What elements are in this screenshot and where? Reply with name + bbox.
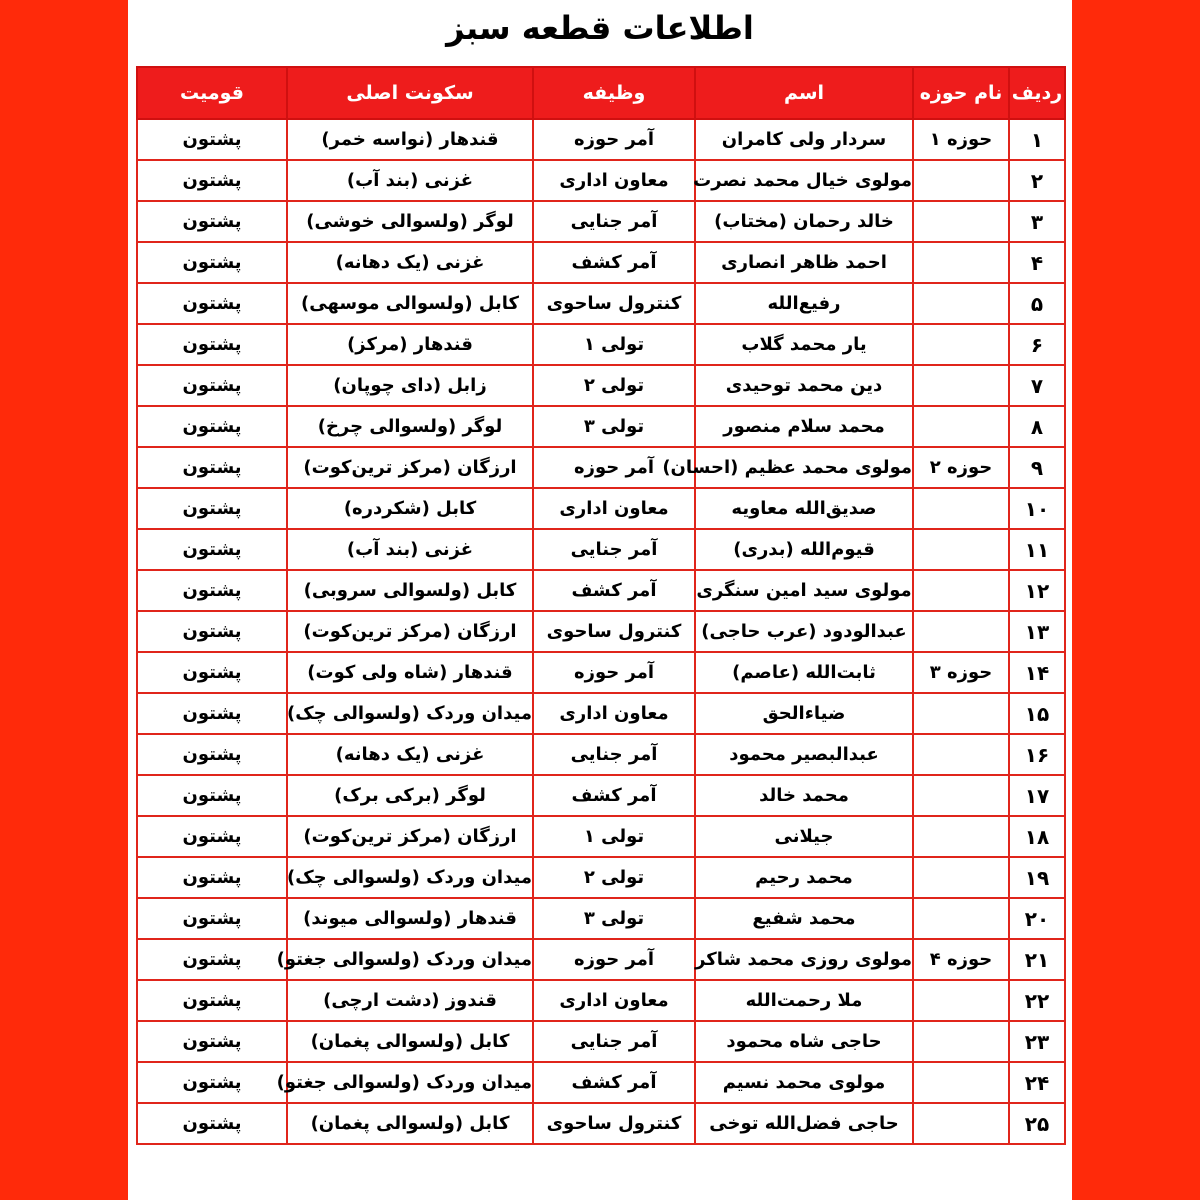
cell-role: آمر کشف [533, 570, 695, 611]
cell-residence: میدان وردک (ولسوالی چک) [287, 857, 533, 898]
cell-residence: کابل (ولسوالی سروبی) [287, 570, 533, 611]
cell-role: آمر جنایی [533, 201, 695, 242]
personnel-table [136, 66, 1066, 1145]
cell-name: حاجی شاه محمود [695, 1021, 913, 1062]
cell-residence: زابل (دای چوپان) [287, 365, 533, 406]
cell-residence: غزنی (بند آب) [287, 160, 533, 201]
table-row [137, 447, 1065, 488]
cell-role: آمر حوزه [533, 447, 695, 488]
cell-radif: ۱ [1009, 119, 1065, 160]
cell-role: آمر کشف [533, 1062, 695, 1103]
table-row [137, 324, 1065, 365]
table-row [137, 1103, 1065, 1144]
cell-hoze [913, 570, 1009, 611]
cell-hoze [913, 775, 1009, 816]
cell-name: دین محمد توحیدی [695, 365, 913, 406]
cell-radif: ۱۸ [1009, 816, 1065, 857]
cell-hoze [913, 898, 1009, 939]
cell-role: آمر حوزه [533, 652, 695, 693]
cell-residence: قندهار (نواسه خمر) [287, 119, 533, 160]
cell-residence: ارزگان (مرکز ترین‌کوت) [287, 816, 533, 857]
cell-ethnicity: پشتون [137, 1021, 287, 1062]
cell-hoze [913, 324, 1009, 365]
table-row [137, 1062, 1065, 1103]
cell-role: آمر حوزه [533, 119, 695, 160]
cell-hoze [913, 1062, 1009, 1103]
cell-radif: ۲۱ [1009, 939, 1065, 980]
table-row [137, 160, 1065, 201]
cell-name: احمد ظاهر انصاری [695, 242, 913, 283]
cell-role: آمر جنایی [533, 529, 695, 570]
table-row [137, 939, 1065, 980]
cell-hoze [913, 283, 1009, 324]
cell-ethnicity: پشتون [137, 857, 287, 898]
cell-role: تولی ۱ [533, 816, 695, 857]
cell-ethnicity: پشتون [137, 283, 287, 324]
cell-role: معاون اداری [533, 693, 695, 734]
cell-radif: ۲ [1009, 160, 1065, 201]
cell-role: کنترول ساحوی [533, 283, 695, 324]
cell-name: محمد سلام منصور [695, 406, 913, 447]
header-hoze: نام حوزه [913, 67, 1009, 119]
cell-radif: ۱۳ [1009, 611, 1065, 652]
cell-name: عبدالودود (عرب حاجی) [695, 611, 913, 652]
cell-role: تولی ۳ [533, 898, 695, 939]
cell-radif: ۱۶ [1009, 734, 1065, 775]
cell-residence: ارزگان (مرکز ترین‌کوت) [287, 447, 533, 488]
header-residence: سکونت اصلی [287, 67, 533, 119]
cell-radif: ۶ [1009, 324, 1065, 365]
cell-ethnicity: پشتون [137, 898, 287, 939]
cell-ethnicity: پشتون [137, 693, 287, 734]
cell-role: آمر جنایی [533, 734, 695, 775]
cell-radif: ۱۷ [1009, 775, 1065, 816]
header-name: اسم [695, 67, 913, 119]
cell-radif: ۱۹ [1009, 857, 1065, 898]
cell-hoze [913, 693, 1009, 734]
cell-name: رفیع‌الله [695, 283, 913, 324]
cell-name: ملا رحمت‌الله [695, 980, 913, 1021]
cell-hoze [913, 611, 1009, 652]
cell-name: مولوی روزی محمد شاکر [695, 939, 913, 980]
table-row [137, 734, 1065, 775]
cell-radif: ۴ [1009, 242, 1065, 283]
cell-name: سردار ولی کامران [695, 119, 913, 160]
cell-ethnicity: پشتون [137, 775, 287, 816]
cell-role: تولی ۲ [533, 365, 695, 406]
cell-name: محمد خالد [695, 775, 913, 816]
cell-ethnicity: پشتون [137, 570, 287, 611]
cell-name: مولوی سید امین سنگری [695, 570, 913, 611]
cell-role: تولی ۲ [533, 857, 695, 898]
cell-radif: ۲۳ [1009, 1021, 1065, 1062]
cell-residence: قندهار (مرکز) [287, 324, 533, 365]
cell-role: تولی ۱ [533, 324, 695, 365]
cell-residence: کابل (ولسوالی پغمان) [287, 1021, 533, 1062]
table-row [137, 242, 1065, 283]
cell-name: قیوم‌الله (بدری) [695, 529, 913, 570]
table-row [137, 816, 1065, 857]
cell-role: آمر کشف [533, 242, 695, 283]
cell-radif: ۷ [1009, 365, 1065, 406]
cell-residence: غزنی (بند آب) [287, 529, 533, 570]
table-row [137, 652, 1065, 693]
cell-ethnicity: پشتون [137, 406, 287, 447]
cell-residence: میدان وردک (ولسوالی جغتو) [287, 1062, 533, 1103]
cell-hoze: حوزه ۲ [913, 447, 1009, 488]
cell-ethnicity: پشتون [137, 1062, 287, 1103]
cell-hoze [913, 242, 1009, 283]
table-row [137, 488, 1065, 529]
table-row [137, 406, 1065, 447]
table-row [137, 201, 1065, 242]
cell-hoze [913, 201, 1009, 242]
table-row [137, 365, 1065, 406]
cell-hoze [913, 1021, 1009, 1062]
cell-residence: کابل (ولسوالی موسهی) [287, 283, 533, 324]
cell-radif: ۱۲ [1009, 570, 1065, 611]
cell-hoze: حوزه ۱ [913, 119, 1009, 160]
cell-radif: ۱۱ [1009, 529, 1065, 570]
table-row [137, 570, 1065, 611]
header-role: وظیفه [533, 67, 695, 119]
document-sheet [128, 0, 1072, 1200]
cell-name: مولوی محمد عظیم (احسان) [695, 447, 913, 488]
page-title: اطلاعات قطعه سبز [446, 9, 754, 47]
table-row [137, 119, 1065, 160]
header-radif: ردیف [1009, 67, 1065, 119]
cell-residence: لوگر (برکی برک) [287, 775, 533, 816]
cell-role: کنترول ساحوی [533, 1103, 695, 1144]
cell-residence: قندوز (دشت ارچی) [287, 980, 533, 1021]
cell-role: آمر جنایی [533, 1021, 695, 1062]
cell-role: آمر حوزه [533, 939, 695, 980]
cell-hoze: حوزه ۴ [913, 939, 1009, 980]
cell-ethnicity: پشتون [137, 365, 287, 406]
cell-ethnicity: پشتون [137, 242, 287, 283]
cell-radif: ۲۴ [1009, 1062, 1065, 1103]
cell-role: آمر کشف [533, 775, 695, 816]
cell-name: مولوی محمد نسیم [695, 1062, 913, 1103]
cell-ethnicity: پشتون [137, 734, 287, 775]
cell-radif: ۲۵ [1009, 1103, 1065, 1144]
cell-ethnicity: پشتون [137, 324, 287, 365]
cell-residence: لوگر (ولسوالی چرخ) [287, 406, 533, 447]
cell-name: خالد رحمان (مختاب) [695, 201, 913, 242]
cell-hoze [913, 529, 1009, 570]
cell-hoze [913, 160, 1009, 201]
cell-radif: ۲۲ [1009, 980, 1065, 1021]
cell-radif: ۱۰ [1009, 488, 1065, 529]
table-header-row [137, 67, 1065, 119]
cell-hoze: حوزه ۳ [913, 652, 1009, 693]
cell-hoze [913, 488, 1009, 529]
cell-residence: قندهار (شاه ولی کوت) [287, 652, 533, 693]
cell-radif: ۵ [1009, 283, 1065, 324]
cell-name: مولوی خیال محمد نصرت [695, 160, 913, 201]
table-row [137, 898, 1065, 939]
table-row [137, 980, 1065, 1021]
cell-residence: میدان وردک (ولسوالی چک) [287, 693, 533, 734]
cell-name: محمد رحیم [695, 857, 913, 898]
table-row [137, 611, 1065, 652]
cell-hoze [913, 816, 1009, 857]
cell-ethnicity: پشتون [137, 488, 287, 529]
cell-residence: میدان وردک (ولسوالی جغتو) [287, 939, 533, 980]
cell-residence: کابل (ولسوالی پغمان) [287, 1103, 533, 1144]
cell-name: صدیق‌الله معاویه [695, 488, 913, 529]
table-row [137, 529, 1065, 570]
cell-name: ضیاءالحق [695, 693, 913, 734]
cell-role: تولی ۳ [533, 406, 695, 447]
cell-ethnicity: پشتون [137, 1103, 287, 1144]
table-row [137, 775, 1065, 816]
cell-radif: ۹ [1009, 447, 1065, 488]
cell-residence: کابل (شکردره) [287, 488, 533, 529]
cell-hoze [913, 734, 1009, 775]
cell-ethnicity: پشتون [137, 611, 287, 652]
cell-name: ثابت‌الله (عاصم) [695, 652, 913, 693]
cell-ethnicity: پشتون [137, 160, 287, 201]
table-row [137, 693, 1065, 734]
cell-radif: ۸ [1009, 406, 1065, 447]
cell-radif: ۱۵ [1009, 693, 1065, 734]
table-body [137, 119, 1065, 1144]
cell-residence: لوگر (ولسوالی خوشی) [287, 201, 533, 242]
cell-ethnicity: پشتون [137, 980, 287, 1021]
cell-ethnicity: پشتون [137, 652, 287, 693]
cell-hoze [913, 980, 1009, 1021]
cell-role: معاون اداری [533, 160, 695, 201]
cell-ethnicity: پشتون [137, 201, 287, 242]
table-row [137, 1021, 1065, 1062]
cell-ethnicity: پشتون [137, 529, 287, 570]
cell-ethnicity: پشتون [137, 816, 287, 857]
cell-hoze [913, 365, 1009, 406]
cell-name: حاجی فضل‌الله توخی [695, 1103, 913, 1144]
cell-radif: ۱۴ [1009, 652, 1065, 693]
cell-residence: غزنی (یک دهانه) [287, 734, 533, 775]
table-row [137, 283, 1065, 324]
cell-role: معاون اداری [533, 488, 695, 529]
cell-radif: ۳ [1009, 201, 1065, 242]
table-row [137, 857, 1065, 898]
cell-name: جیلانی [695, 816, 913, 857]
cell-name: عبدالبصیر محمود [695, 734, 913, 775]
cell-name: محمد شفیع [695, 898, 913, 939]
cell-residence: ارزگان (مرکز ترین‌کوت) [287, 611, 533, 652]
cell-hoze [913, 1103, 1009, 1144]
cell-role: معاون اداری [533, 980, 695, 1021]
cell-residence: غزنی (یک دهانه) [287, 242, 533, 283]
cell-residence: قندهار (ولسوالی میوند) [287, 898, 533, 939]
cell-ethnicity: پشتون [137, 119, 287, 160]
cell-hoze [913, 406, 1009, 447]
cell-hoze [913, 857, 1009, 898]
cell-ethnicity: پشتون [137, 939, 287, 980]
cell-role: کنترول ساحوی [533, 611, 695, 652]
header-ethnicity: قومیت [137, 67, 287, 119]
cell-radif: ۲۰ [1009, 898, 1065, 939]
cell-ethnicity: پشتون [137, 447, 287, 488]
cell-name: یار محمد گلاب [695, 324, 913, 365]
